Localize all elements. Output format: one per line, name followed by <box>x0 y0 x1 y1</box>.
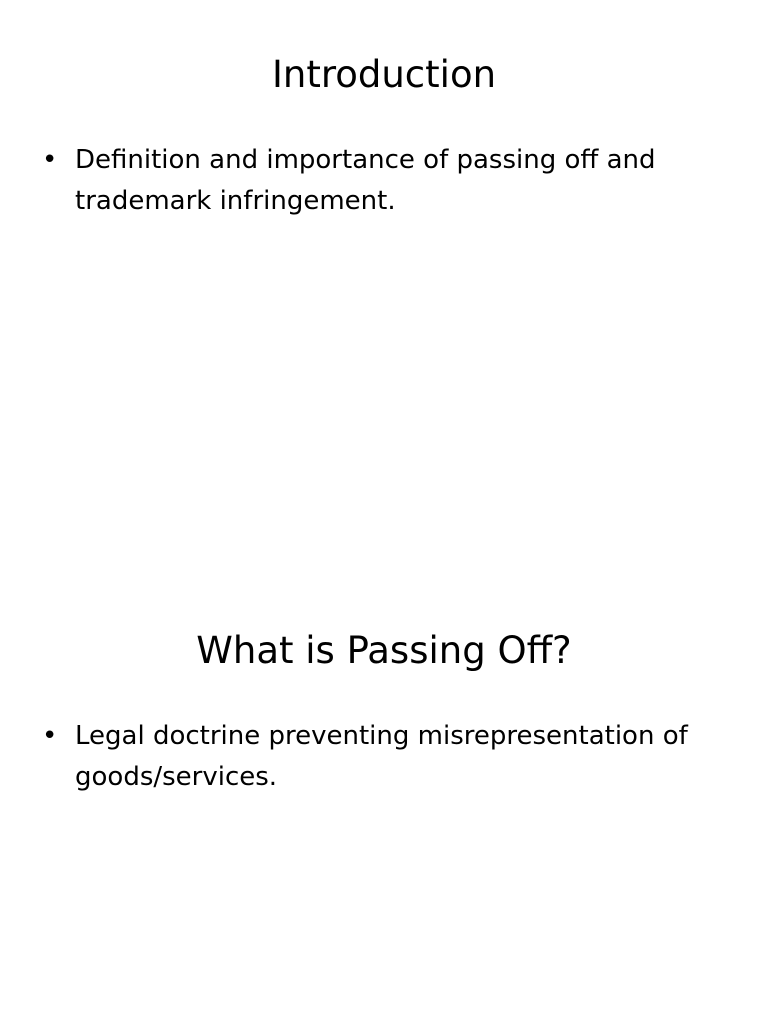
bullet-text: Legal doctrine preventing misrepresentation of goods/services. <box>75 721 688 792</box>
bullet-item <box>42 716 722 798</box>
bullet-icon: • <box>42 145 58 175</box>
slide-title: Introduction <box>271 53 497 96</box>
bullet-text: Definition and importance of passing off and trademark infringement. <box>75 145 656 216</box>
bullet-icon: • <box>42 721 58 751</box>
slide-title: What is Passing Off? <box>196 629 572 672</box>
bullet-list <box>42 140 722 222</box>
slide-what-is-passing-off <box>0 512 768 1024</box>
bullet-item <box>42 140 722 222</box>
bullet-list <box>42 716 722 798</box>
